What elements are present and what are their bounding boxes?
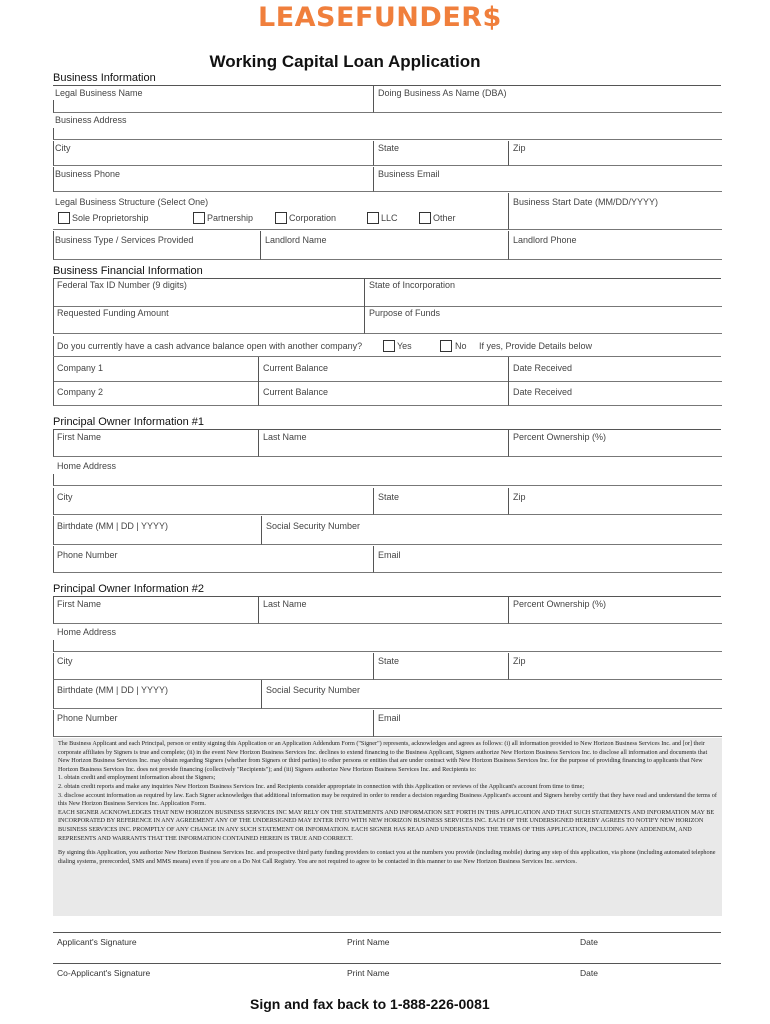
business-email-label: Business Email [378,169,440,179]
owner1-percent-label: Percent Ownership (%) [513,432,607,442]
row-divider [53,229,508,230]
section-business-information: Business Information [53,72,156,84]
landlord-name-field[interactable] [260,231,509,260]
owner1-birthdate-field[interactable] [53,516,262,545]
owner1-last-name-field[interactable] [258,430,509,457]
legal-business-name-field[interactable] [53,100,374,113]
company-1-label: Company 1 [57,363,104,373]
dba-label: Doing Business As Name (DBA) [378,88,507,98]
owner1-email-field[interactable] [373,546,722,573]
state-of-incorporation-field[interactable] [364,279,722,307]
owner1-percent-field[interactable] [508,430,722,457]
business-type-field[interactable] [53,231,261,260]
owner2-birthdate-field[interactable] [53,680,262,709]
owner1-phone-label: Phone Number [57,550,118,560]
legal-paragraph: The Business Applicant and each Principal, person or entity signing this Application or an Application Addendum Form ("Signer") represents, acknowledges and agrees as follows: (i) all information provided to New Horizon Business Services Inc. and [or] their corporate affiliates by Signers is true and complete; (ii) in the event New Horizon Business Services Inc. declines to extend financing to the Business Applicant, Signers authorize New Horizon Business Services Inc. to disclose all information and documents that New Horizon Business Services Inc. may obtain regarding Signers (whether from Signers or third parties) to other persons or entities that are under contract with New Horizon Business Services Inc. for the purpose of providing financing to applicants that New Horizon Business Services Inc. does not provide financing (collectively "Recipients"); and (iii) Signers authorize New Horizon Business Services Inc. and Recipients to: [58,740,708,773]
owner2-home-address-field[interactable] [53,640,722,652]
other-checkbox[interactable] [419,212,431,224]
dba-field[interactable] [373,86,722,113]
requested-funding-field[interactable] [53,306,365,334]
corporation-label: Corporation [289,213,337,223]
landlord-phone-label: Landlord Phone [513,235,577,245]
business-type-label: Business Type / Services Provided [55,235,194,245]
llc-checkbox[interactable] [367,212,379,224]
state-label: State [378,143,400,153]
owner2-ssn-label: Social Security Number [266,685,361,695]
company-1-field[interactable] [53,357,259,382]
owner1-ssn-label: Social Security Number [266,521,361,531]
purpose-of-funds-label: Purpose of Funds [369,308,441,318]
owner2-state-label: State [378,656,400,666]
owner1-city-field[interactable] [53,488,374,515]
current-balance-1-label: Current Balance [263,363,329,373]
applicant-signature-line[interactable] [53,932,721,933]
current-balance-2-label: Current Balance [263,387,329,397]
legal-item-3: 3. disclose account information as required by law. Each Signer acknowledges that additional information may be required in order to render a decision regarding Business Applicant's account and Signers hereby certify that they have read and understand the terms of this New Horizon Business Services Inc. Application Form. [58,791,717,808]
logo-funders: FUNDER$ [354,2,502,33]
owner1-zip-label: Zip [513,492,526,502]
city-label: City [55,143,71,153]
owner2-email-field[interactable] [373,710,722,737]
date-received-1-label: Date Received [513,363,573,373]
zip-label: Zip [513,143,526,153]
business-phone-label: Business Phone [55,169,121,179]
owner1-home-address-field[interactable] [53,474,722,486]
legal-item-2: 2. obtain credit reports and make any inquiries New Horizon Business Services Inc. and Recipients consider appropriate in connection with this Application or reviews of the Applicant's account from time to time; [58,782,585,790]
owner2-state-field[interactable] [373,653,509,680]
section-owner-1: Principal Owner Information #1 [53,416,205,428]
legal-caps-paragraph: EACH SIGNER ACKNOWLEDGES THAT NEW HORIZON BUSINESS SERVICES INC MAY RELY ON THE STATEMENTS AND INFORMATION SET FORTH IN THIS APPLICATION AND THAT SUCH STATEMENTS AND INFORMATION MAY BE INCORPORATED BY REFERENCE IN ANY AGREEMENT ANY OF THE UNDERSIGNED MAY ENTER INTO WITH NEW HORIZON BUSINESS SERVICES INC. EACH OF THE UNDERSIGNED HEREBY AGREES TO NOTIFY NEW HORIZON BUSINESS SERVICES INC. PROMPTLY OF ANY CHANGE IN ANY SUCH STATEMENT OR INFORMATION. EACH SIGNER HAS READ AND UNDERSTANDS THE TERMS OF THIS APPLICATION, INCLUDING ANY ADDENDUM, AND REPRESENTS AND WARRANTS THAT THE INFORMATION CONTAINED HEREIN IS TRUE AND CORRECT. [58,808,715,842]
owner2-percent-label: Percent Ownership (%) [513,599,607,609]
date-received-2-label: Date Received [513,387,573,397]
legal-disclosure [53,738,722,916]
current-balance-1-field[interactable] [258,357,509,382]
business-address-field[interactable] [53,128,722,140]
section-financial-information: Business Financial Information [53,265,203,277]
owner2-zip-field[interactable] [508,653,722,680]
details-note: If yes, Provide Details below [479,341,593,351]
requested-funding-label: Requested Funding Amount [57,308,169,318]
page-title: Working Capital Loan Application [209,52,481,71]
owner2-city-field[interactable] [53,653,374,680]
owner1-first-name-label: First Name [57,432,102,442]
owner1-zip-field[interactable] [508,488,722,515]
legal-business-name-label: Legal Business Name [55,88,143,98]
co-applicant-signature-label: Co-Applicant's Signature [57,968,151,978]
other-label: Other [433,213,456,223]
owner2-zip-label: Zip [513,656,526,666]
business-email-field[interactable] [373,167,722,192]
date-received-2-field[interactable] [508,381,722,406]
state-field[interactable] [373,141,509,166]
start-date-field[interactable] [508,193,722,230]
corporation-checkbox[interactable] [275,212,287,224]
date-label: Date [580,937,598,947]
sole-proprietorship-checkbox[interactable] [58,212,70,224]
owner1-last-name-label: Last Name [263,432,307,442]
no-label: No [455,341,467,351]
fax-instruction: Sign and fax back to 1-888-226-0081 [250,996,490,1012]
business-address-label: Business Address [55,115,127,125]
owner1-state-label: State [378,492,400,502]
owner1-phone-field[interactable] [53,546,374,573]
legal-contact-consent: By signing this Application, you authorize New Horizon Business Services Inc. and prospective third party funding providers to contact you at the numbers you provide (including mobile) during any step of this application, via phone (including automated telephone dialing systems, prerecorded, SMS and MMS means) even if you are on a Do Not Call Registry. You are not required to agree to be contacted in this manner to use New Horizon Business Services Inc. services. [58,849,716,865]
company-2-label: Company 2 [57,387,104,397]
zip-field[interactable] [508,141,722,166]
tax-id-label: Federal Tax ID Number (9 digits) [57,280,187,290]
owner1-city-label: City [57,492,73,502]
current-balance-2-field[interactable] [258,381,509,406]
co-applicant-signature-line[interactable] [53,963,721,964]
yes-label: Yes [397,341,412,351]
business-phone-field[interactable] [53,167,374,192]
sole-proprietorship-label: Sole Proprietorship [72,213,149,223]
no-checkbox[interactable] [440,340,452,352]
partnership-label: Partnership [207,213,254,223]
owner1-home-address-label: Home Address [57,461,117,471]
owner2-city-label: City [57,656,73,666]
landlord-phone-field[interactable] [508,231,722,260]
logo-lease: LEASE [258,2,355,33]
applicant-signature-label: Applicant's Signature [57,937,137,947]
owner2-last-name-label: Last Name [263,599,307,609]
structure-label: Legal Business Structure (Select One) [55,197,209,207]
owner1-state-field[interactable] [373,488,509,515]
state-of-incorporation-label: State of Incorporation [369,280,456,290]
start-date-label: Business Start Date (MM/DD/YYYY) [513,197,659,207]
owner2-phone-label: Phone Number [57,713,118,723]
landlord-name-label: Landlord Name [265,235,327,245]
owner2-home-address-label: Home Address [57,627,117,637]
owner1-first-name-field[interactable] [53,430,259,457]
owner2-first-name-label: First Name [57,599,102,609]
owner2-first-name-field[interactable] [53,597,259,624]
purpose-of-funds-field[interactable] [364,306,722,334]
legal-item-1: 1. obtain credit and employment information about the Signers; [58,774,216,782]
section-owner-2: Principal Owner Information #2 [53,583,205,595]
co-print-name-label: Print Name [347,968,390,978]
city-field[interactable] [53,141,374,166]
owner2-percent-field[interactable] [508,597,722,624]
owner2-ssn-field[interactable] [261,680,722,709]
owner2-birthdate-label: Birthdate (MM | DD | YYYY) [57,685,169,695]
partnership-checkbox[interactable] [193,212,205,224]
yes-checkbox[interactable] [383,340,395,352]
owner1-birthdate-label: Birthdate (MM | DD | YYYY) [57,521,169,531]
date-received-1-field[interactable] [508,357,722,382]
leasefunders-logo [258,2,502,33]
cash-advance-question: Do you currently have a cash advance balance open with another company? [57,341,363,351]
tax-id-field[interactable] [53,279,365,307]
owner1-email-label: Email [378,550,401,560]
llc-label: LLC [381,213,398,223]
print-name-label: Print Name [347,937,390,947]
field-edge [53,336,54,356]
owner2-email-label: Email [378,713,401,723]
company-2-field[interactable] [53,381,259,406]
co-date-label: Date [580,968,598,978]
section-divider [53,85,373,86]
owner2-phone-field[interactable] [53,710,374,737]
owner2-last-name-field[interactable] [258,597,509,624]
owner1-ssn-field[interactable] [261,516,722,545]
